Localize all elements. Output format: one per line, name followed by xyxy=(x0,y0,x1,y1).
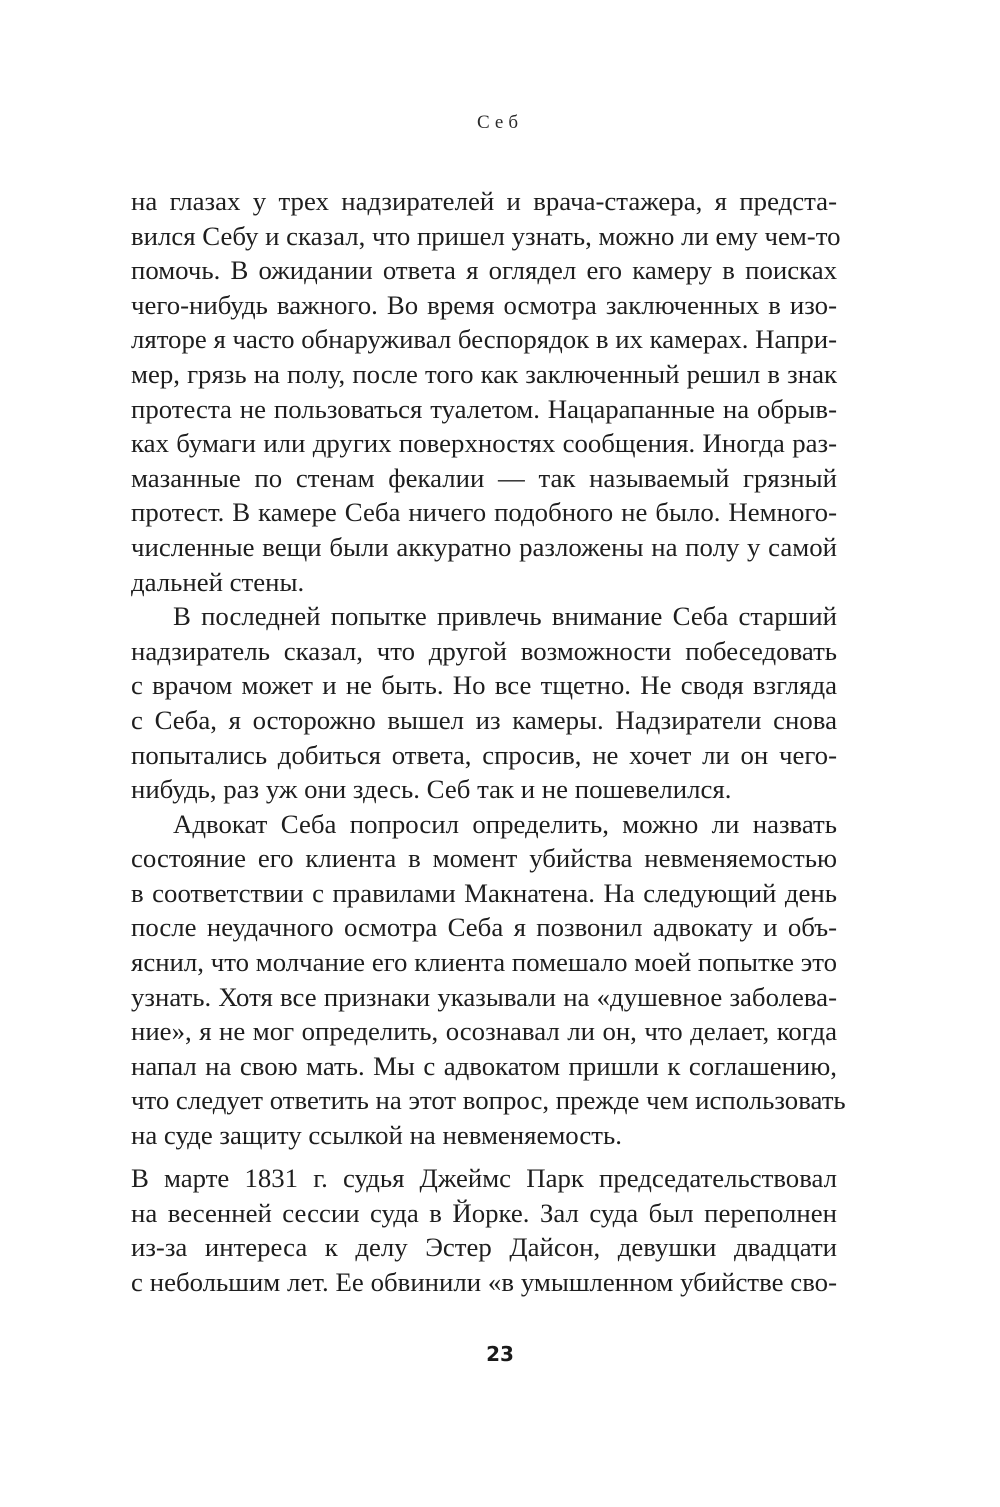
text-line: надзиратель сказал, что другой возможности побеседовать xyxy=(131,635,837,666)
text-line: численные вещи были аккуратно разложены на полу у самой xyxy=(131,531,837,562)
body-text-section-2 xyxy=(131,1161,837,1299)
text-line: попытались добиться ответа, спросив, не хочет ли он чего- xyxy=(131,739,837,770)
text-line: что следует ответить на этот вопрос, прежде чем использовать xyxy=(131,1085,846,1116)
text-line: помочь. В ожидании ответа я оглядел его камеру в поисках xyxy=(131,255,837,286)
text-line: нибудь, раз уж они здесь. Себ так и не пошевелился. xyxy=(131,774,732,805)
text-line: из-за интереса к делу Эстер Дайсон, девушки двадцати xyxy=(131,1232,837,1263)
text-line: с небольшим лет. Ее обвинили «в умышленном убийстве сво- xyxy=(131,1266,837,1297)
text-line: ляторе я часто обнаруживал беспорядок в их камерах. Напри- xyxy=(131,324,837,355)
page-number: 23 xyxy=(486,1342,514,1366)
text-line: чего-нибудь важного. Во время осмотра заключенных в изо- xyxy=(131,289,837,320)
text-line: вился Себу и сказал, что пришел узнать, можно ли ему чем-то xyxy=(131,220,841,251)
text-line: с врачом может и не быть. Но все тщетно. Не сводя взгляда xyxy=(131,670,837,701)
text-line: на суде защиту ссылкой на невменяемость. xyxy=(131,1120,622,1151)
text-line: в соответствии с правилами Макнатена. На следующий день xyxy=(131,877,837,908)
text-line: напал на свою мать. Мы с адвокатом пришли к соглашению, xyxy=(131,1050,837,1081)
text-line: протеста не пользоваться туалетом. Нацарапанные на обрыв- xyxy=(131,393,837,424)
text-line: мазанные по стенам фекалии — так называемый грязный xyxy=(131,462,837,493)
text-line: В последней попытке привлечь внимание Себа старший xyxy=(173,601,837,632)
text-line: ние», я не мог определить, осознавал ли он, что делает, когда xyxy=(131,1016,837,1047)
body-text-section-1 xyxy=(131,184,846,1153)
text-line: ках бумаги или других поверхностях сообщения. Иногда раз- xyxy=(131,428,837,459)
text-line: протест. В камере Себа ничего подобного не было. Немного- xyxy=(131,497,837,528)
text-line: дальней стены. xyxy=(131,566,305,597)
text-line: узнать. Хотя все признаки указывали на «душевное заболева- xyxy=(131,981,837,1012)
running-header: Себ xyxy=(476,112,523,133)
text-line: после неудачного осмотра Себа я позвонил адвокату и объ- xyxy=(131,912,837,943)
text-line: с Себа, я осторожно вышел из камеры. Надзиратели снова xyxy=(131,704,837,735)
text-line: состояние его клиента в момент убийства невменяемостью xyxy=(131,843,837,874)
text-line: на глазах у трех надзирателей и врача-стажера, я предста- xyxy=(131,186,837,216)
text-line: Адвокат Себа попросил определить, можно ли назвать xyxy=(173,808,837,839)
text-line: мер, грязь на полу, после того как заключенный решил в знак xyxy=(131,358,837,389)
text-line: яснил, что молчание его клиента помешало моей попытке это xyxy=(131,947,837,978)
text-line: В марте 1831 г. судья Джеймс Парк председательствовал xyxy=(131,1163,837,1193)
text-line: на весенней сессии суда в Йорке. Зал суда был переполнен xyxy=(131,1197,837,1228)
